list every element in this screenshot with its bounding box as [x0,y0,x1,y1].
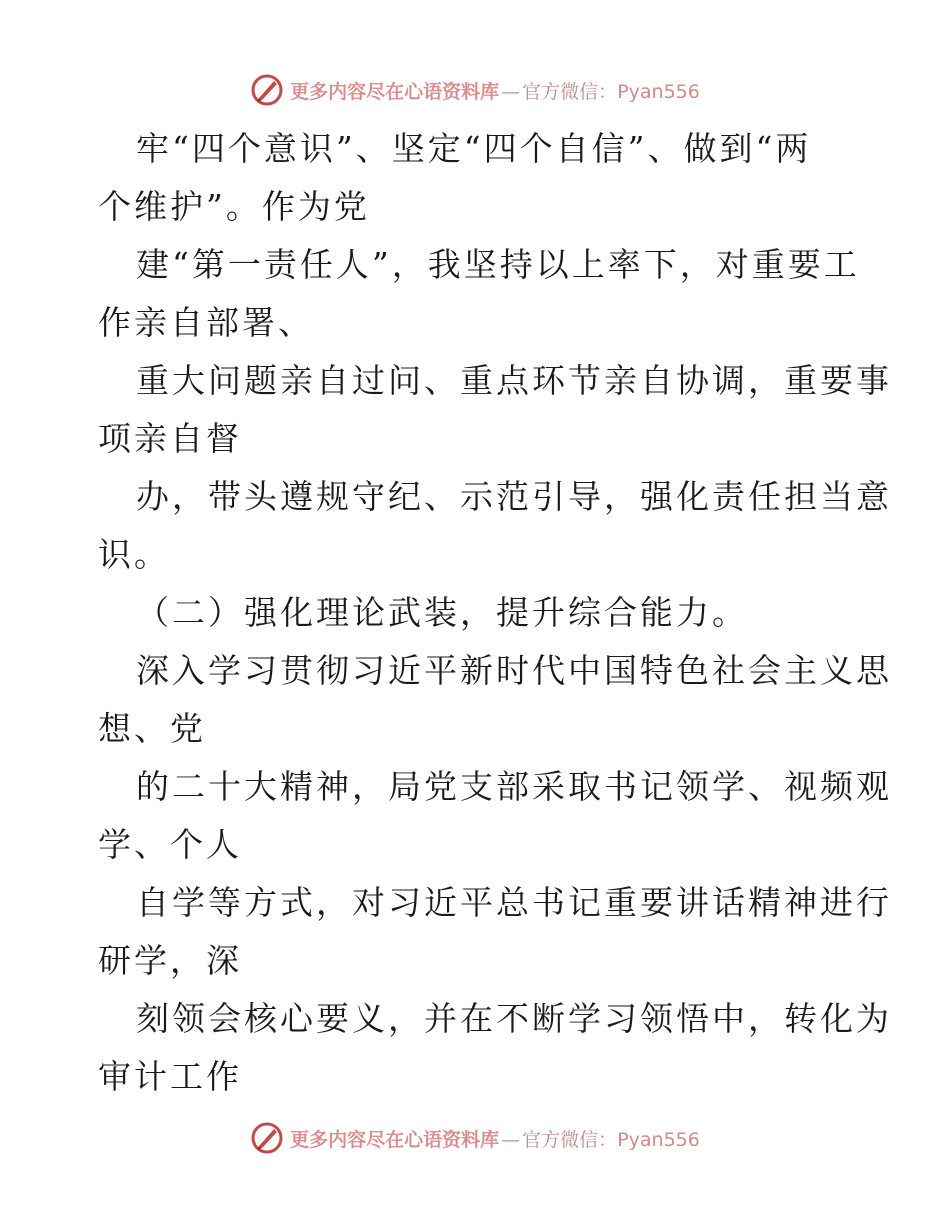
watermark-text [290,1125,700,1152]
watermark-brand: 更多内容尽在心语资料库 [290,1128,500,1151]
watermark-wechat-id: Pyan556 [617,1128,700,1151]
paragraph-line: 项亲自督 [98,419,242,458]
paragraph-line: 的二十大精神，局党支部采取书记领学、视频观 [136,767,892,806]
paragraph-line: 作亲自部署、 [98,303,314,342]
paragraph-line: 研学，深 [98,941,242,980]
paragraph-line: 审计工作 [98,1057,242,1096]
header-watermark [0,70,950,110]
paragraph-line: 学、个人 [98,825,242,864]
document-body [98,120,892,1106]
paragraph-line: 建“第一责任人”，我坚持以上率下，对重要工 [136,245,860,284]
footer-watermark [0,1118,950,1158]
paragraph-line: 个维护”。作为党 [98,187,370,226]
paragraph-line: 识。 [98,535,170,574]
watermark-label: 官方微信： [522,80,618,103]
feather-pen-icon [250,1121,284,1155]
feather-pen-icon [250,73,284,107]
paragraph-line: 想、党 [98,709,206,748]
watermark-text [290,77,700,104]
watermark-wechat-id: Pyan556 [617,80,700,103]
paragraph-line: （二）强化理论武装，提升综合能力。 [136,593,748,632]
paragraph-line: 刻领会核心要义，并在不断学习领悟中，转化为 [136,999,892,1038]
paragraph-line: 重大问题亲自过问、重点环节亲自协调，重要事 [136,361,892,400]
paragraph-line: 自学等方式，对习近平总书记重要讲话精神进行 [136,883,892,922]
paragraph-line: 办，带头遵规守纪、示范引导，强化责任担当意 [136,477,892,516]
watermark-label: 官方微信： [522,1128,618,1151]
paragraph-line: 牢“四个意识”、坚定“四个自信”、做到“两 [136,129,812,168]
paragraph-line: 深入学习贯彻习近平新时代中国特色社会主义思 [136,651,892,690]
watermark-dash: — [501,80,521,103]
watermark-dash: — [501,1128,521,1151]
watermark-brand: 更多内容尽在心语资料库 [290,80,500,103]
